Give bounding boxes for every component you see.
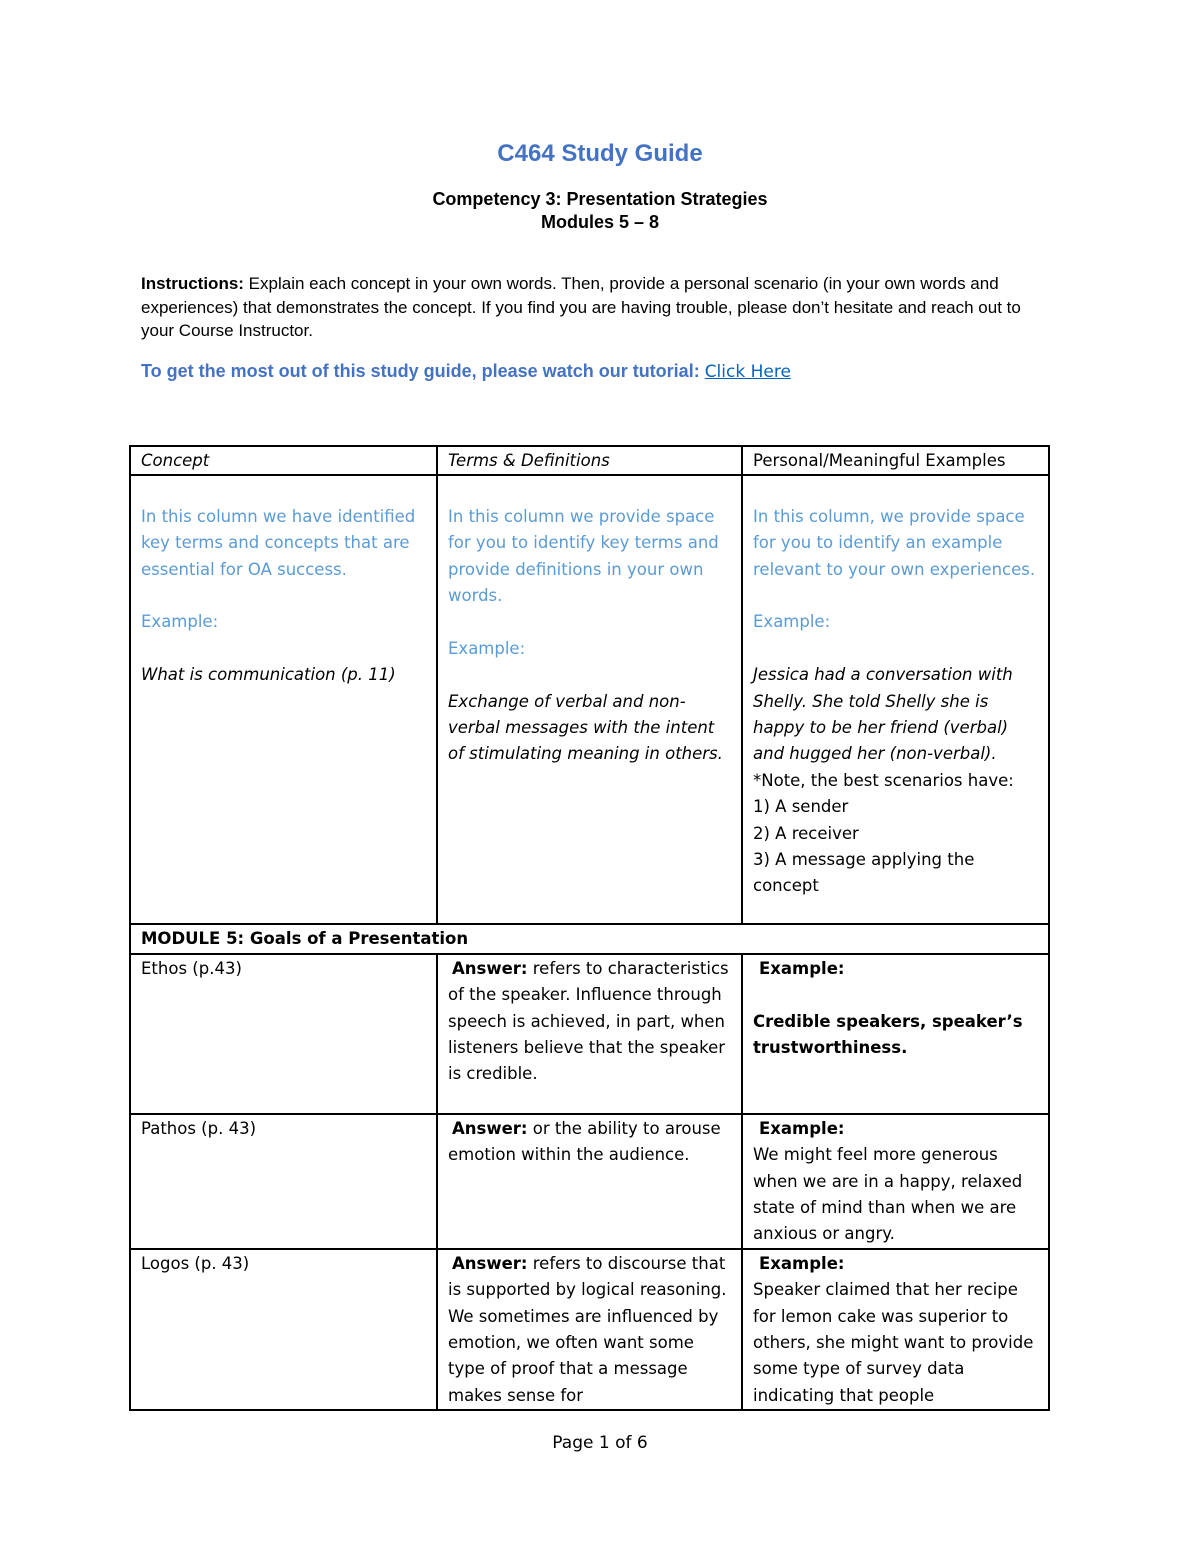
concept-cell: Pathos (p. 43): [130, 1114, 437, 1249]
intro-definition-text: In this column we provide space for you to identify key terms and provide definitions in your own words.: [448, 506, 719, 606]
table-row: [130, 1114, 1049, 1249]
intro-example-cell: [742, 475, 1049, 924]
modules-heading: Modules 5 – 8: [540, 212, 660, 232]
example-label: Example:: [759, 1118, 845, 1138]
note-line: 2) A receiver: [753, 823, 859, 843]
instructions-label: Instructions:: [141, 274, 244, 293]
answer-label: Answer:: [452, 1118, 528, 1138]
table-intro-row: [130, 475, 1049, 924]
example-label: Example:: [759, 958, 845, 978]
intro-example-label-3: Example:: [753, 612, 831, 632]
table-row: [130, 1249, 1049, 1410]
header-concept: Concept: [130, 446, 437, 475]
example-text: We might feel more generous when we are in a happy, relaxed state of mind than when we are anxious or angry.: [753, 1145, 1023, 1244]
example-text: Speaker claimed that her recipe for lemon cake was superior to others, she might want to provide some type of survey data indicating that people: [753, 1280, 1034, 1405]
instructions-paragraph: [141, 272, 1051, 343]
intro-concept-cell: [130, 475, 437, 924]
competency-heading: Competency 3: Presentation Strategies: [432, 189, 768, 209]
answer-cell: [437, 1114, 742, 1249]
table-row: [130, 954, 1049, 1114]
tutorial-link[interactable]: Click Here: [704, 362, 791, 382]
concept-cell: Logos (p. 43): [130, 1249, 437, 1410]
tutorial-line: [141, 361, 1051, 382]
example-label: Example:: [759, 1253, 845, 1273]
answer-text: refers to characteristics of the speaker. Influence through speech is achieved, in part, when listeners believe that the speaker is credible.: [448, 958, 729, 1084]
answer-cell: [437, 1249, 742, 1410]
example-cell: [742, 1249, 1049, 1410]
example-cell: [742, 954, 1049, 1114]
example-cell: [742, 1114, 1049, 1249]
note-line: 1) A sender: [753, 797, 849, 817]
page-number: Page 1 of 6: [552, 1433, 648, 1453]
module-heading-row: [130, 924, 1049, 953]
note-line: 3) A message applying the concept: [753, 850, 975, 896]
instructions-text: Explain each concept in your own words. Then, provide a personal scenario (in your own words and experiences) that demonstrates the concept. If you find you are having trouble, please don’t hesitate and reach out to your Course Instructor.: [141, 274, 1021, 340]
answer-text: refers to discourse that is supported by logical reasoning. We sometimes are influenced by emotion, we often want some type of proof that a message makes sense for: [448, 1253, 727, 1405]
header-terms-definitions: Terms & Definitions: [437, 446, 742, 475]
tutorial-text: To get the most out of this study guide, please watch our tutorial:: [141, 361, 705, 381]
module-heading: MODULE 5: Goals of a Presentation: [130, 924, 1049, 953]
intro-example-label-1: Example:: [141, 612, 219, 632]
intro-example-label-2: Example:: [448, 638, 526, 658]
answer-text: or the ability to arouse emotion within the audience.: [448, 1118, 721, 1165]
example-scenario: Jessica had a conversation with Shelly. She told Shelly she is happy to be her friend (verbal) and hugged her (non-verbal).: [753, 665, 1013, 764]
table-header-row: [130, 446, 1049, 475]
example-concept: What is communication (p. 11): [141, 665, 396, 685]
answer-label: Answer:: [452, 1253, 528, 1273]
answer-label: Answer:: [452, 958, 528, 978]
document-subtitle: [0, 188, 1200, 234]
example-definition: Exchange of verbal and non-verbal messages with the intent of stimulating meaning in others.: [448, 691, 723, 764]
header-personal-examples: Personal/Meaningful Examples: [742, 446, 1049, 475]
concept-cell: Ethos (p.43): [130, 954, 437, 1114]
intro-definition-cell: [437, 475, 742, 924]
intro-concept-text: In this column we have identified key terms and concepts that are essential for OA success.: [141, 506, 416, 579]
answer-cell: [437, 954, 742, 1114]
study-guide-table: [129, 445, 1050, 1411]
example-text: Credible speakers, speaker’s trustworthiness.: [753, 1011, 1023, 1058]
document-title: C464 Study Guide: [497, 140, 703, 167]
intro-example-text: In this column, we provide space for you to identify an example relevant to your own experiences.: [753, 506, 1036, 579]
note-line: *Note, the best scenarios have:: [753, 770, 1014, 790]
